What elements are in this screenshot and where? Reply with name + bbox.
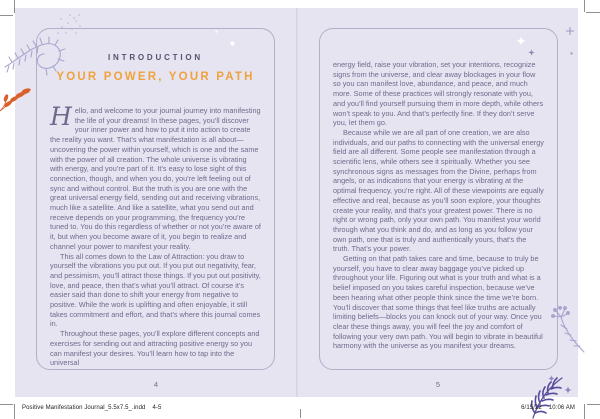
- sparkle-plus-icon: [566, 27, 574, 35]
- crop-mark: [587, 404, 600, 405]
- crop-mark: [0, 404, 13, 405]
- sparkle-dot-icon: [215, 30, 218, 33]
- slug-filename: Positive Manifestation Journal_5.5x7.5_.indd 4-5: [22, 405, 162, 411]
- crop-mark: [14, 404, 15, 419]
- crop-mark: [584, 0, 585, 12]
- crop-mark: [0, 15, 13, 16]
- lavender-sprig-icon: [546, 306, 586, 354]
- page-title: YOUR POWER, YOUR PATH: [56, 71, 255, 83]
- body-text-left: [50, 102, 261, 368]
- sparkle-star-icon: [516, 36, 526, 46]
- page-spread: [15, 8, 578, 397]
- paragraph: energy field, raise your vibration, set your intentions, recognize signs from the universe, and clear away blockages in your flow so you can manifest love, abundance, and peace, and much more. Some of these practices will strongly resonate with you, and you’ll find yourself pursuing them in more depth, while others won’t speak to you. And that’s perfectly fine. If they don’t serve you, let them go.: [333, 60, 544, 128]
- body-text-right: [333, 60, 544, 351]
- dots-cluster-icon: [56, 12, 84, 38]
- paragraph: Because while we are all part of one creation, we are also individuals, and our paths to connecting with the universal energy field are all different. Some people see manifestation through a scientific lens, while others see it spiritually. Whether you see synchronous signs as messages from the Divine, perhaps from angels, or as indications that your energy is vibrating at the optimal frequency, you’re right. All of these viewpoints are equally effective and real, because as you’ll soon explore, your thoughts create your reality, and that’s your greatest power. There is no right or wrong path, only your own path. You manifest your world through what you think and do, and as long as you follow your own path, one that is truly and authentically yours, that’s the truth. That’s your power.: [333, 127, 544, 254]
- page-frame-left: [36, 28, 275, 370]
- page-number-right: 5: [435, 380, 441, 389]
- slug-spread-pages: 4-5: [152, 405, 162, 411]
- orange-leaves-icon: [0, 78, 32, 114]
- sparkle-dot-icon: [570, 52, 573, 55]
- laurel-branch-icon: [4, 34, 66, 80]
- crop-mark: [586, 12, 600, 13]
- page-right: [298, 8, 578, 397]
- paragraph: Throughout these pages, you’ll explore different concepts and exercises for sending out and attracting positive energy so you can manifest your desires. You’ll learn how to tap into the universal: [50, 329, 260, 368]
- crop-mark: [584, 404, 585, 419]
- page-number-left: 4: [153, 380, 159, 389]
- sparkle-star-icon: [528, 49, 535, 56]
- purple-fern-icon: [527, 374, 569, 419]
- crop-mark: [300, 409, 301, 418]
- sparkle-dot-icon: [230, 41, 235, 46]
- paragraph: Getting on that path takes care and time, because to truly be yourself, you have to clear away baggage you’ve picked up throughout your life. Figuring out what is your truth and what is a belief imposed on you takes careful inspection, because we’ve been hearing what other people think since the time we’re born. You’ll discover that some things that feel like truths are actually limiting beliefs—blocks you can knock out of your way. Once you clear these things away, you will feel the joy and comfort of following your very own path. You will begin to vibrate in beautiful harmony with the universe as you manifest your dreams.: [333, 254, 543, 351]
- paragraph: Hello, and welcome to your journal journey into manifesting the life of your dreams! In these pages, you’ll discover your inner power and how to put it into action to create the reality you want. That’s what manifestation is all about—uncovering the power within yourself, which is one and the same with the power of all creation. The whole universe is vibrating with energy, and you’re part of it. It’s easy to lose sight of this connection, though, and when you do, you’re left feeling out of sync and without control. But the truth is you are one with the great universal energy field, sending out and receiving vibrations, much like a satellite. And like a satellite, what you send out and receive depends on your programming, the frequency you’re tuned to. You do this regardless of whether or not you’re aware of it, but when you become aware of it, you begin to realize and channel your power to manifest your reality.: [50, 102, 261, 251]
- paragraph: This all comes down to the Law of Attraction: you draw to yourself the vibrations you put out. If you put out negativity, fear, and pessimism, you’ll attract those things. If you put out positivity, love, and peace, then that’s what you’ll attract. Of course it’s easier said than done to shift your energy from negative to positive. While the work is uplifting and often enjoyable, it still takes commitment and effort, and that’s where this journal comes in.: [50, 251, 261, 329]
- slug-timestamp: 6/15/22 10:06 AM: [521, 405, 575, 411]
- drop-cap: H: [50, 102, 72, 131]
- section-label: INTRODUCTION: [108, 53, 203, 62]
- page-frame-right: [319, 28, 558, 370]
